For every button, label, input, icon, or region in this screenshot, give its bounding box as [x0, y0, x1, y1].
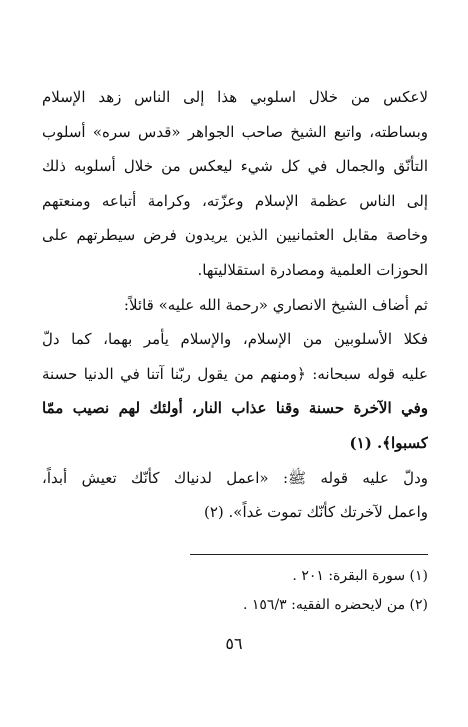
- main-text: [42, 80, 428, 530]
- text-line-6: الحوزات العلمية ومصادرة استقلاليتها.: [197, 260, 428, 279]
- text-line-2: وبساطته، واتبع الشيخ صاحب الجواهر «قدس سره» أسلوب: [42, 122, 428, 141]
- text-line-12: ودلّ عليه قوله ﷺ: «اعمل لدنياك كأنّك تعيش أبداً،: [42, 468, 428, 487]
- text-line-3: التأنّق والجمال في كل شيء ليعكس من خلال أسلوبه ذلك: [42, 157, 428, 176]
- text-line-11: كسبوا﴾. (١): [349, 433, 428, 452]
- page-number: ٥٦: [225, 634, 243, 653]
- footnote-divider: [190, 554, 428, 555]
- footnote-1: (١) سورة البقرة: ٢٠١ .: [292, 568, 428, 584]
- footnotes: [128, 562, 428, 620]
- text-line-7: ثم أضاف الشيخ الانصاري «رحمة الله عليه» قائلاً:: [123, 295, 428, 314]
- text-line-1: لاعكس من خلال اسلوبي هذا إلى الناس زهد الإسلام: [42, 88, 428, 106]
- footnote-2: (٢) من لايحضره الفقيه: ١٥٦/٣ .: [242, 597, 428, 613]
- text-line-4: إلى الناس عظمة الإسلام وعزّته، وكرامة أتباعه ومنعتهم: [42, 191, 428, 210]
- text-line-8: فكلا الأسلوبين من الإسلام، والإسلام يأمر بهما، كما دلّ: [42, 330, 428, 349]
- text-line-9: عليه قوله سبحانه: ﴿ومنهم من يقول ربّنا آتنا في الدنيا حسنة: [42, 364, 428, 383]
- text-line-10: وفي الآخرة حسنة وقنا عذاب النار، أولئك لهم نصيب ممّا: [42, 399, 428, 418]
- text-line-5: وخاصة مقابل العثمانيين الذين يريدون فرض سيطرتهم على: [42, 226, 428, 245]
- text-line-13: واعمل لآخرتك كأنّك تموت غداً». (٢): [203, 503, 428, 522]
